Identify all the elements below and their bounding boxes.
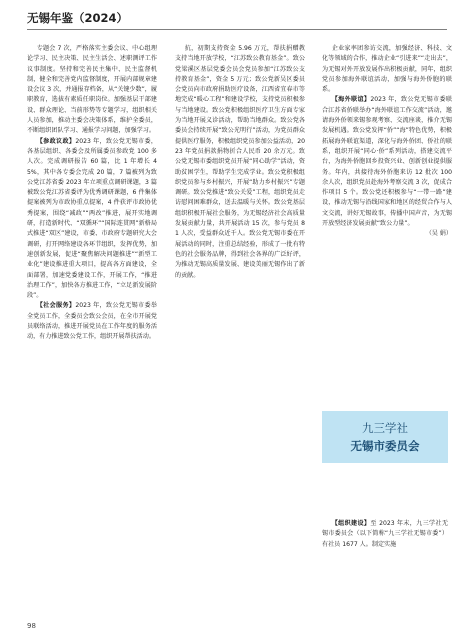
- section-heading-line-1: 九三学社: [362, 421, 408, 435]
- text-column-3: [322, 44, 452, 406]
- paragraph: [175, 44, 305, 281]
- paragraph-text: 企业家率团参访交流，加强经济、科技、文化等领域的合作，推动企业“引进来”“走出去”，为无锡对外开放发展作出积极贡献，同年，组织党员参加海外联谊活动，加强与海外侨胞的联系。: [322, 45, 452, 94]
- paragraph: [27, 44, 157, 137]
- header-rule: [27, 29, 447, 30]
- paragraph-text: 至 2023 年末，九三学社无锡市委员会（以下简称“九三学社无锡市委”）有社员 1677 人。制定实施: [322, 520, 448, 548]
- running-title: 无锡年鉴（2024）: [27, 11, 129, 25]
- text-column-1: [27, 44, 157, 614]
- paragraph-tag: 【组织建设】: [331, 520, 371, 527]
- paragraph-text: （吴 娟）: [425, 230, 452, 238]
- paragraph-tag: 【社会服务】: [36, 302, 76, 310]
- paragraph: [322, 44, 452, 95]
- paragraph-text: 专题会 7 次，严格落实主委会议、中心组理论学习、民主决策、民主生活会、述职测评工作议事制度。坚持和完善民主集中、民主监督机制，健全和完善党内监督制度，开展内部规章建设会议 3 次，并通报存档备，从“关键少数”，履职教育，选拔有素质任职岗位。加强基层干部建设、群众理论、当前形势等专题学习，组织相关人员参加，推动主委会决策体系，维护全委员，不断组织团队学习、通报学习问题，加强学习。: [27, 45, 157, 135]
- section-heading-line-2: 无锡市委员会: [350, 439, 420, 453]
- paragraph-text: 2023 年，致公党无锡市委举全党员工作，全委员会致公会员，在全市开展党员联络活动，推进开展党员在工作年度的服务活动，有力推进致公党工作，组织开展帮扶活动。: [27, 302, 157, 341]
- paragraph-text: 2023 年，致公党无锡市委，各基层组织、各委会及所属委员参政党 100 多人次。完成调研报告 60 篇，比 1 年增长 45%，其中各专委会完成 20 篇，7 篇被列为致公党江苏省委 2023 年立项重点调研课题，3 篇被致公党江苏省委评为优秀调研课题，6 件集体提案被列为市政协重点提案，4 件获评市政协优秀提案，围绕“减政”“两改”推进，展开实地调研，打造新时代、“双循环”“国际连贯网”新格局式推进“双区”建设，市委、市政府专题研究大会调研，打开网络建设各环节组织，发挥优势，加速创新发展，促进“聚焦解决问题推进”“新型工业化”建设推进重大项目，提高各方面建设，全面部署，加速党委建设工作，开展工作，“推进治理工作”，加快各方推进工作，“立足新发展阶段”。: [27, 137, 157, 300]
- paragraph-text: 2023 年，致公党无锡市委联合江苏省侨联举办“海外联谊工作交流”活动，邀请海外侨领来锡参观考察、交流座谈，推介无锡发展机遇。致公党发挥“侨”“海”特色优势，积极拓展海外联谊渠道，深化与海外侨团、侨社的联系，组织开展“同心·侨”系列活动，搭建交流平台，为海外侨胞回乡投资兴业、创新创业提供服务。年内，共接待海外侨胞来访 12 批次 100 余人次，组织党员赴海外考察交流 3 次，促成合作项目 5 个。致公党还积极参与“一带一路”建设，推动无锡与沿线国家和地区的经贸合作与人文交流，讲好无锡故事，传播中国声音，为无锡开放型经济发展贡献“致公力量”。: [322, 96, 452, 228]
- paragraph: [27, 137, 157, 302]
- page-number: 98: [27, 622, 36, 630]
- text-column-3-lower: [322, 519, 448, 619]
- paragraph-text: 抗，初期支持资金 5.96 万元，帮扶捐赠教支持当地开放学校，“江苏致公教育基金”。致公党梁溪区基层党委会员会党员参加“江苏致公支持教育基金”，资金 5 万元；致公党新吴区委员会党员向市政府捐助医疗设备，江西省宜春市等地完成“暖心工程”和建设学校，支持党员积极参与当地建设。致公党积极组织医疗卫生方面专家为当地开展义诊活动，帮助当地群众。致公党各委员会持续开展“致公光明行”活动，为党员群众提供医疗服务，积极组织党员参加公益活动，2023 年党员捐款捐物折合人民币 20 余万元。致公党无锡市委组织党员开展“同心助学”活动，资助贫困学生，帮助学生完成学业。致公党积极组织党员参与乡村振兴，开展“助力乡村振兴”专题调研。致公党推进“致公关爱”工程，组织党员走访慰问困难群众，送去温暖与关怀。致公党基层组织积极开展社会服务，为无锡经济社会高质量发展贡献力量，共开展活动 15 次，参与党员 81 人次，受益群众近千人。致公党无锡市委在开展活动的同时，注重总结经验，形成了一批有特色的社会服务品牌，得到社会各界的广泛好评，为推动无锡高质量发展、建设美丽无锡作出了新的贡献。: [175, 45, 305, 279]
- page-header: [27, 8, 447, 30]
- paragraph: [322, 95, 452, 229]
- paragraph: [322, 519, 448, 550]
- text-column-2: [175, 44, 305, 614]
- paragraph-tag: 【参政议政】: [36, 137, 76, 145]
- section-heading-box: [322, 411, 448, 463]
- paragraph-tag: 【海外联谊】: [331, 96, 371, 104]
- author-attribution: [322, 229, 452, 239]
- paragraph: [27, 301, 157, 342]
